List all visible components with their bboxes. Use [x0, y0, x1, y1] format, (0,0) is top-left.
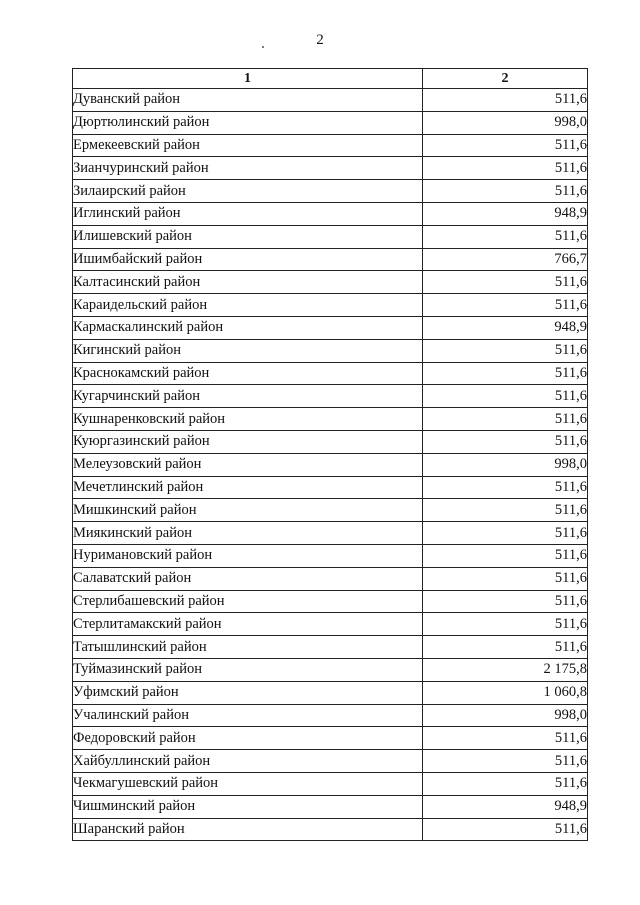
table-row: [73, 362, 588, 385]
district-name: Зилаирский район: [73, 180, 423, 203]
table-row: [73, 157, 588, 180]
district-value: 511,6: [423, 180, 588, 203]
district-value: 511,6: [423, 567, 588, 590]
table-row: [73, 408, 588, 431]
table-row: [73, 499, 588, 522]
scan-speck: [262, 46, 264, 48]
table-row: [73, 590, 588, 613]
table-row: [73, 522, 588, 545]
district-value: 511,6: [423, 499, 588, 522]
page-number: 2: [316, 32, 324, 48]
table-row: [73, 544, 588, 567]
table-header: [73, 69, 588, 89]
table-row: [73, 795, 588, 818]
table-row: [73, 430, 588, 453]
district-name: Федоровский район: [73, 727, 423, 750]
district-value: 511,6: [423, 613, 588, 636]
table-body: [73, 89, 588, 841]
table-row: [73, 772, 588, 795]
district-name: Стерлибашевский район: [73, 590, 423, 613]
table-row: [73, 453, 588, 476]
district-table: [72, 68, 588, 841]
table-row: [73, 294, 588, 317]
district-value: 511,6: [423, 772, 588, 795]
table-row: [73, 111, 588, 134]
district-value: 511,6: [423, 362, 588, 385]
district-value: 511,6: [423, 339, 588, 362]
district-name: Илишевский район: [73, 225, 423, 248]
district-value: 948,9: [423, 316, 588, 339]
district-name: Краснокамский район: [73, 362, 423, 385]
district-value: 511,6: [423, 522, 588, 545]
district-value: 511,6: [423, 818, 588, 841]
district-value: 1 060,8: [423, 681, 588, 704]
district-name: Кигинский район: [73, 339, 423, 362]
district-name: Калтасинский район: [73, 271, 423, 294]
district-name: Татышлинский район: [73, 636, 423, 659]
district-name: Дуванский район: [73, 89, 423, 112]
table-row: [73, 225, 588, 248]
district-name: Чекмагушевский район: [73, 772, 423, 795]
district-value: 511,6: [423, 430, 588, 453]
district-name: Миякинский район: [73, 522, 423, 545]
district-value: 948,9: [423, 202, 588, 225]
table-row: [73, 385, 588, 408]
district-name: Салаватский район: [73, 567, 423, 590]
district-value: 511,6: [423, 225, 588, 248]
district-value: 998,0: [423, 453, 588, 476]
district-value: 998,0: [423, 111, 588, 134]
district-name: Мелеузовский район: [73, 453, 423, 476]
table-row: [73, 704, 588, 727]
district-name: Стерлитамакский район: [73, 613, 423, 636]
district-name: Мишкинский район: [73, 499, 423, 522]
district-value: 766,7: [423, 248, 588, 271]
district-value: 511,6: [423, 271, 588, 294]
district-name: Шаранский район: [73, 818, 423, 841]
district-value: 948,9: [423, 795, 588, 818]
district-value: 2 175,8: [423, 658, 588, 681]
table-row: [73, 818, 588, 841]
district-value: 511,6: [423, 134, 588, 157]
district-name: Куюргазинский район: [73, 430, 423, 453]
district-name: Нуримановский район: [73, 544, 423, 567]
district-name: Уфимский район: [73, 681, 423, 704]
district-value: 511,6: [423, 89, 588, 112]
district-name: Хайбуллинский район: [73, 750, 423, 773]
table-row: [73, 134, 588, 157]
district-name: Кармаскалинский район: [73, 316, 423, 339]
district-name: Учалинский район: [73, 704, 423, 727]
table-row: [73, 248, 588, 271]
district-name: Иглинский район: [73, 202, 423, 225]
district-value: 511,6: [423, 476, 588, 499]
table-row: [73, 339, 588, 362]
table-row: [73, 567, 588, 590]
district-value: 511,6: [423, 590, 588, 613]
district-value: 511,6: [423, 408, 588, 431]
district-value: 998,0: [423, 704, 588, 727]
district-name: Туймазинский район: [73, 658, 423, 681]
table-row: [73, 271, 588, 294]
header-col-1: 1: [73, 69, 423, 89]
district-name: Ишимбайский район: [73, 248, 423, 271]
district-name: Дюртюлинский район: [73, 111, 423, 134]
district-value: 511,6: [423, 385, 588, 408]
table-row: [73, 636, 588, 659]
district-value: 511,6: [423, 544, 588, 567]
district-name: Караидельский район: [73, 294, 423, 317]
district-value: 511,6: [423, 727, 588, 750]
district-name: Чишминский район: [73, 795, 423, 818]
district-value: 511,6: [423, 750, 588, 773]
table-row: [73, 727, 588, 750]
table-row: [73, 316, 588, 339]
table-row: [73, 180, 588, 203]
header-col-2: 2: [423, 69, 588, 89]
table-row: [73, 613, 588, 636]
district-name: Ермекеевский район: [73, 134, 423, 157]
district-name: Зианчуринский район: [73, 157, 423, 180]
table-row: [73, 476, 588, 499]
header-row: [73, 69, 588, 89]
district-name: Кушнаренковский район: [73, 408, 423, 431]
table-row: [73, 202, 588, 225]
table-row: [73, 681, 588, 704]
district-value: 511,6: [423, 294, 588, 317]
district-value: 511,6: [423, 636, 588, 659]
table-row: [73, 658, 588, 681]
district-name: Мечетлинский район: [73, 476, 423, 499]
table-row: [73, 750, 588, 773]
district-value: 511,6: [423, 157, 588, 180]
table-row: [73, 89, 588, 112]
district-name: Кугарчинский район: [73, 385, 423, 408]
